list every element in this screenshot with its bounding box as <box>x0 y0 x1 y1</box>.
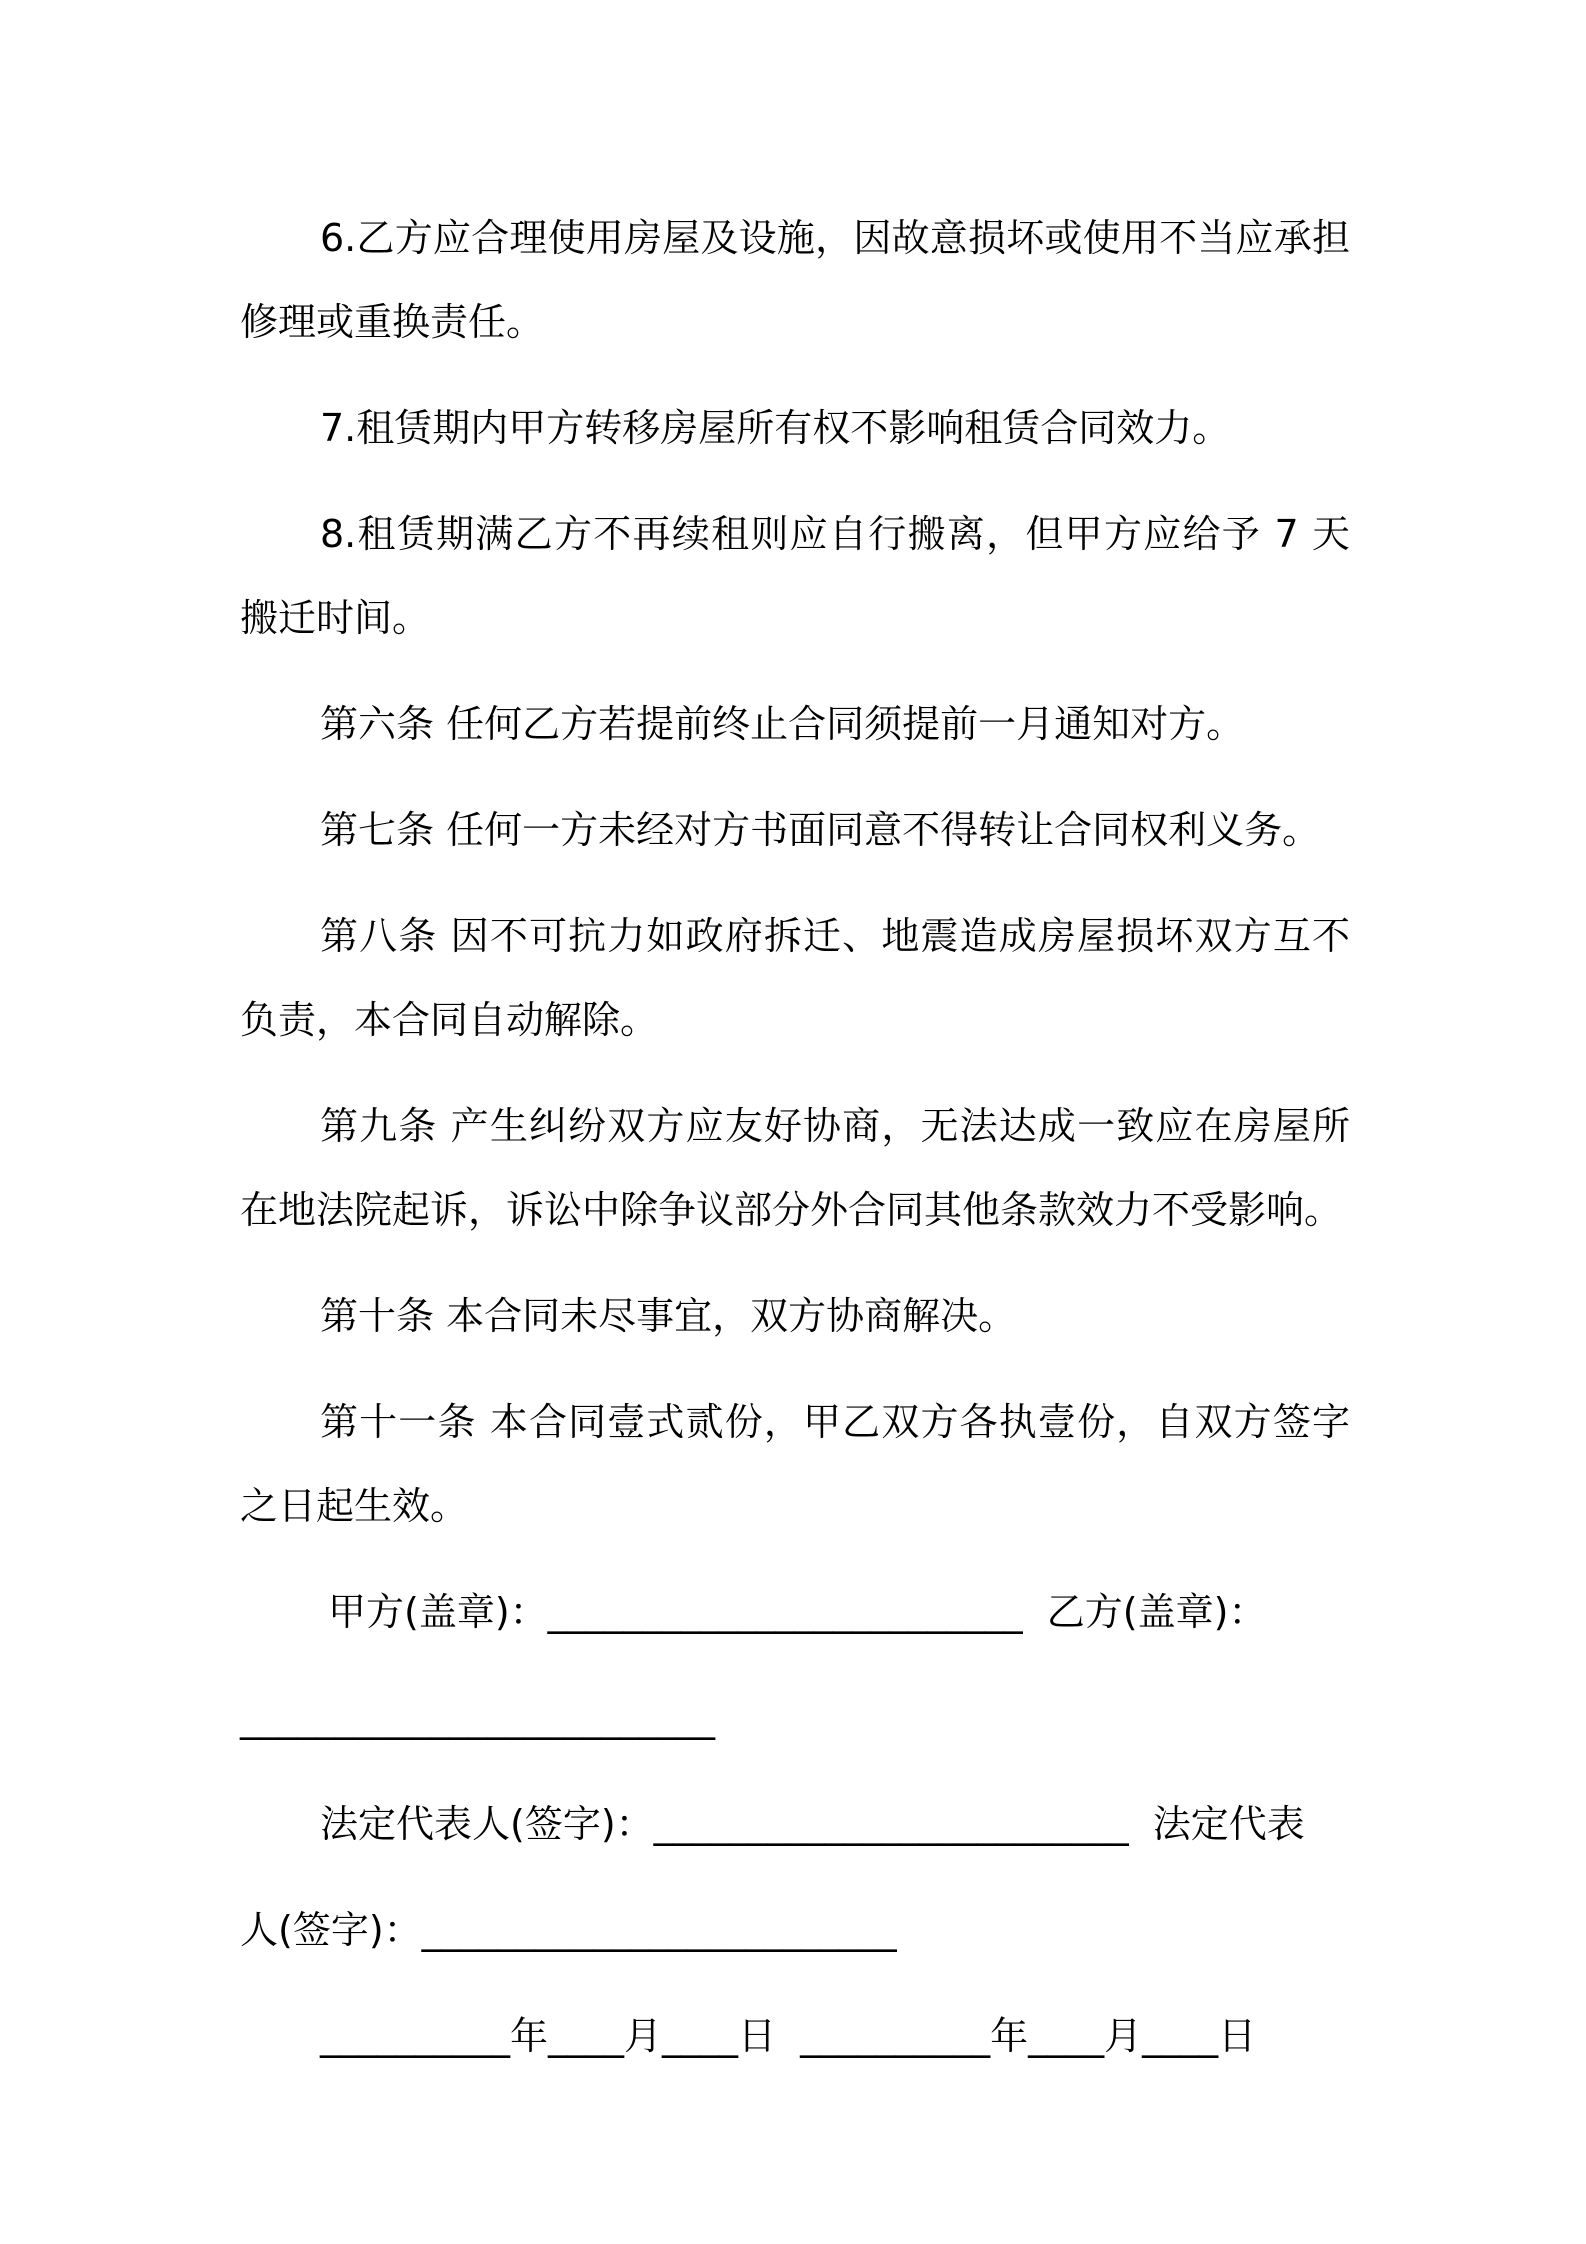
clause-item-6: 6.乙方应合理使用房屋及设施，因故意损坏或使用不当应承担修理或重换责任。 <box>240 216 1350 344</box>
article-11: 第十一条 本合同壹式贰份，甲乙双方各执壹份，自双方签字之日起生效。 <box>240 1400 1350 1528</box>
signing-date-line: __________年____月____日 __________年____月____日 <box>320 2014 1257 2058</box>
clause-item-7: 7.租赁期内甲方转移房屋所有权不影响租赁合同效力。 <box>320 406 1231 450</box>
article-9: 第九条 产生纠纷双方应友好协商，无法达成一致应在房屋所在地法院起诉，诉讼中除争议部分外合同其他条款效力不受影响。 <box>240 1104 1350 1232</box>
party-b-seal-blank: _________________________ <box>240 1696 715 1740</box>
article-8: 第八条 因不可抗力如政府拆迁、地震造成房屋损坏双方互不负责，本合同自动解除。 <box>240 914 1350 1042</box>
legal-rep-signature-line: 法定代表人(签字)：_________________________ 法定代表 <box>320 1802 1305 1846</box>
article-6: 第六条 任何乙方若提前终止合同须提前一月通知对方。 <box>320 702 1245 746</box>
clause-item-8: 8.租赁期满乙方不再续租则应自行搬离，但甲方应给予 7 天搬迁时间。 <box>240 512 1350 640</box>
contract-body <box>240 196 1350 2078</box>
article-10: 第十条 本合同未尽事宜，双方协商解决。 <box>320 1294 1017 1338</box>
party-a-seal-line: 甲方(盖章)：_________________________ 乙方(盖章)： <box>328 1590 1267 1634</box>
article-7: 第七条 任何一方未经对方书面同意不得转让合同权利义务。 <box>320 808 1321 852</box>
legal-rep-signature-line-cont: 人(签字)：_________________________ <box>240 1908 897 1952</box>
